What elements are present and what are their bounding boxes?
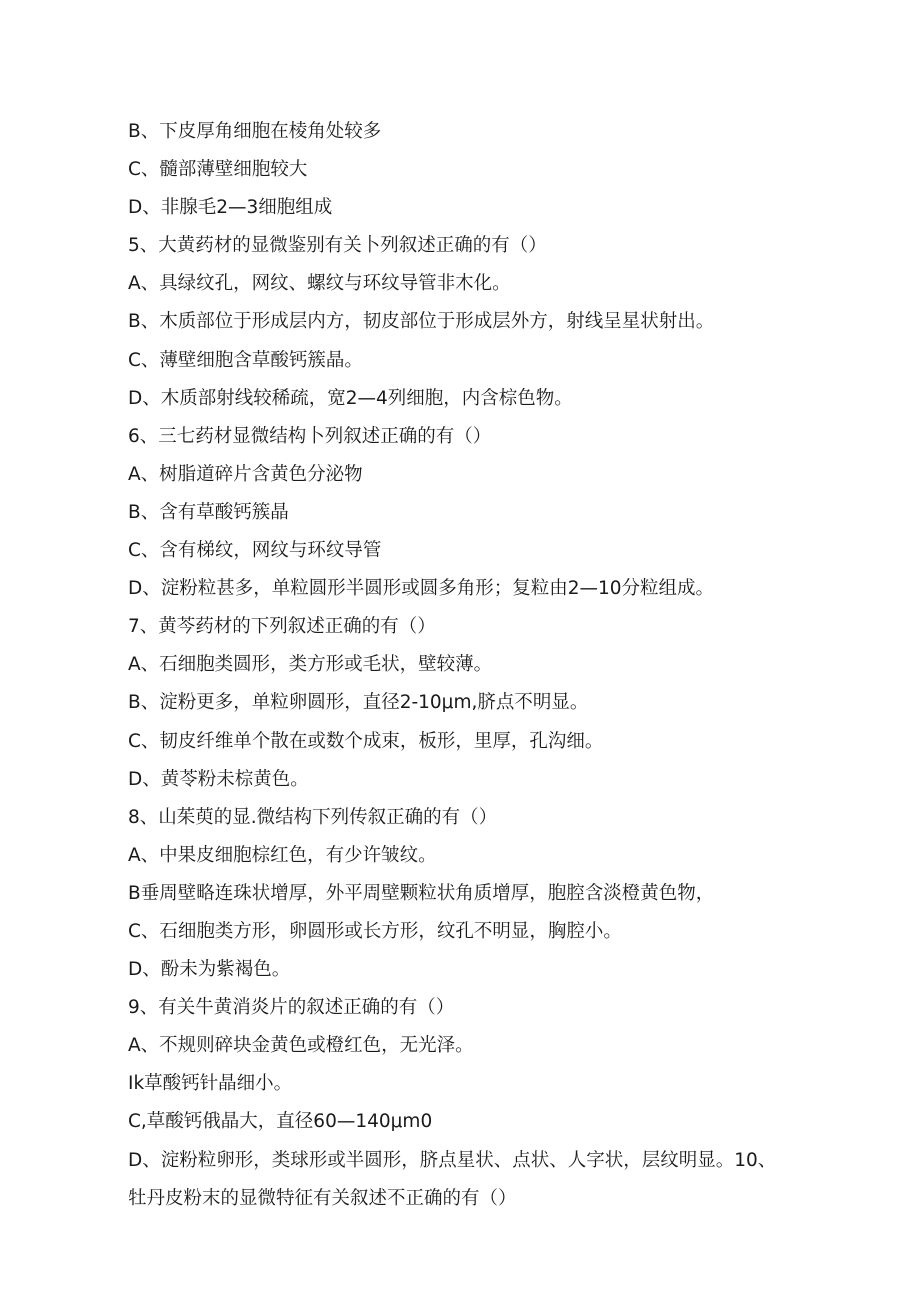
question-line: 9、有关牛黄消炎片的叙述正确的有（） [128,997,455,1019]
question-line: 6、三七药材显微结构卜列叙述正确的有（） [128,425,492,447]
text-line: B、含有草酸钙簇晶 [128,501,289,523]
text-line: A、具绿纹孔，网纹、螺纹与环纹导管非木化。 [128,273,511,295]
text-line: C、韧皮纤维单个散在或数个成束，板形，里厚，孔沟细。 [128,730,604,752]
text-line: C、含有梯纹，网纹与环纹导管 [128,540,382,562]
text-line: C、石细胞类方形，卵圆形或长方形，纹孔不明显，胸腔小。 [128,920,622,942]
question-line: 牡丹皮粉末的显微特征有关叙述不正确的有（） [128,1187,517,1209]
text-line: A、树脂道碎片含黄色分泌物 [128,463,363,485]
question-line: 7、黄芩药材的下列叙述正确的有（） [128,616,436,638]
document-body [128,113,828,1218]
text-line: B、下皮厚角细胞在棱角处较多 [128,121,382,142]
question-line: 8、山茱萸的显.微结构下列传叙正确的有（） [128,806,498,828]
text-line: A、中果皮细胞棕红色，有少许皱纹。 [128,844,437,866]
text-line: B垂周壁略连珠状增厚，外平周壁颗粒状角质增厚，胞腔含淡橙黄色物， [128,882,715,904]
text-line: D、淀粉粒甚多，单粒圆形半圆形或圆多角形；复粒由2—10分粒组成。 [128,578,715,600]
text-line: Ik草酸钙针晶细小。 [128,1073,293,1095]
text-line: D、酚未为紫褐色。 [128,959,291,981]
question-line: 5、大黄药材的显微鉴别有关卜列叙述正确的有（） [128,235,547,257]
text-line: A、不规则碎块金黄色或橙红色，无光泽。 [128,1035,474,1057]
text-line: C、髓部薄壁细胞较大 [128,159,308,181]
text-line: B、淀粉更多，单粒卵圆形，直径2-10μm,脐点不明显。 [128,692,589,714]
text-line: D、淀粉粒卵形，类球形或半圆形，脐点星状、点状、人字状，层纹明显。10、 [128,1149,777,1171]
text-line: A、石细胞类圆形，类方形或毛状，壁较薄。 [128,654,493,676]
text-line: D、黄苓粉未棕黄色。 [128,768,309,790]
text-line: C,草酸钙俄晶大，直径60—140μm0 [128,1111,433,1133]
text-line: D、木质部射线较稀疏，宽2—4列细胞，内含棕色物。 [128,387,573,409]
text-line: C、薄壁细胞含草酸钙簇晶。 [128,349,363,371]
text-line: D、非腺毛2—3细胞组成 [128,197,333,219]
text-line: B、木质部位于形成层内方，韧皮部位于形成层外方，射线呈星状射出。 [128,311,715,333]
